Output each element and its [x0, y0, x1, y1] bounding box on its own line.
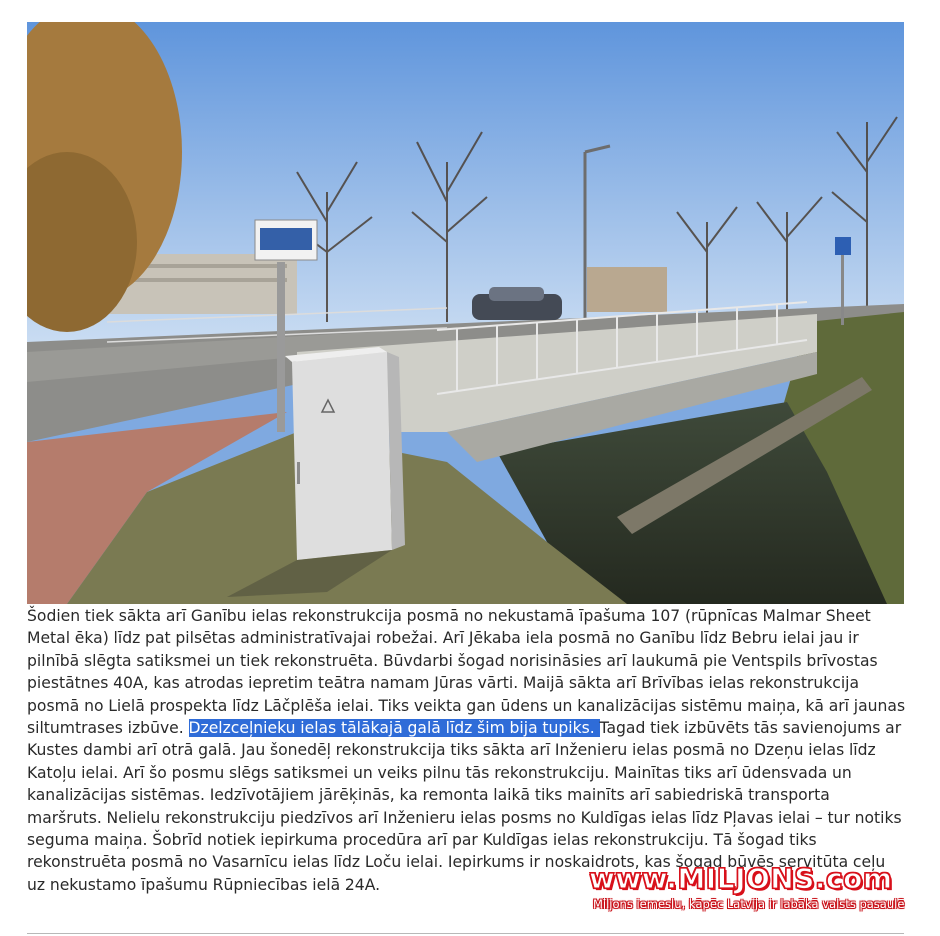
bridge-photo-illustration: [27, 22, 904, 604]
selected-text-highlight[interactable]: Dzelzceļnieku ielas tālākajā galā līdz šim bija tupiks.: [188, 719, 600, 738]
article-paragraph: [27, 605, 907, 896]
miljons-watermark: [589, 862, 934, 922]
bottom-divider: [27, 933, 904, 934]
article-text-after: Tagad tiek izbūvēts tās savienojums ar Kustes dambi arī otrā galā. Jau šonedēļ rekonstrukcija tiks sākta arī Inženieru ielas posmā no Dzeņu ielas līdz Katoļu ielai. Arī šo posmu slēgs satiksmei un veiks pilnu tās rekonstrukciju. Mainītas tiks arī ūdensvada un kanalizācijas sistēmas. Iedzīvotājiem jārēķinās, ka remonta laikā tiks mainīts arī sabiedriskā transporta maršruts. Nelielu rekonstrukciju piedzīvos arī Inženieru ielas posms no Kuldīgas ielas līdz Pļavas ielai – tur notiks seguma maiņa. Šobrīd notiek iepirkuma procedūra arī par Kuldīgas ielas rekonstrukciju. Tā šogad tiks rekonstruēta posmā no Vasarnīcu ielas līdz Loču ielai. Iepirkums ir noskaidrots, kas šogad būvēs servitūta ceļu uz nekustamo īpašumu Rūpniecības ielā 24A.: [27, 719, 902, 894]
watermark-tagline: Miljons iemeslu, kāpēc Latvija ir labākā valsts pasaulē: [593, 897, 905, 911]
article-photo: [27, 22, 904, 604]
article-text-before: Šodien tiek sākta arī Ganību ielas rekonstrukcija posmā no nekustamā īpašuma 107 (rūpnīcas Malmar Sheet Metal ēka) līdz pat pilsētas administratīvajai robežai. Arī Jēkaba iela posmā no Ganību līdz Bebru ielai jau ir pilnībā slēgta satiksmei un tiek rekonstruēta. Būvdarbi šogad norisināsies arī laukumā pie Ventspils brīvostas piestātnes 40A, kas atrodas iepretim teātra namam Jūras vārti. Maijā sākta arī Brīvības ielas rekonstrukcija posmā no Lielā prospekta līdz Lāčplēša ielai. Tiks veikta gan ūdens un kanalizācijas sistēmu maiņa, kā arī jaunas siltumtrases izbūve.: [27, 607, 906, 738]
watermark-url: www.MILJONS.com: [589, 862, 893, 895]
